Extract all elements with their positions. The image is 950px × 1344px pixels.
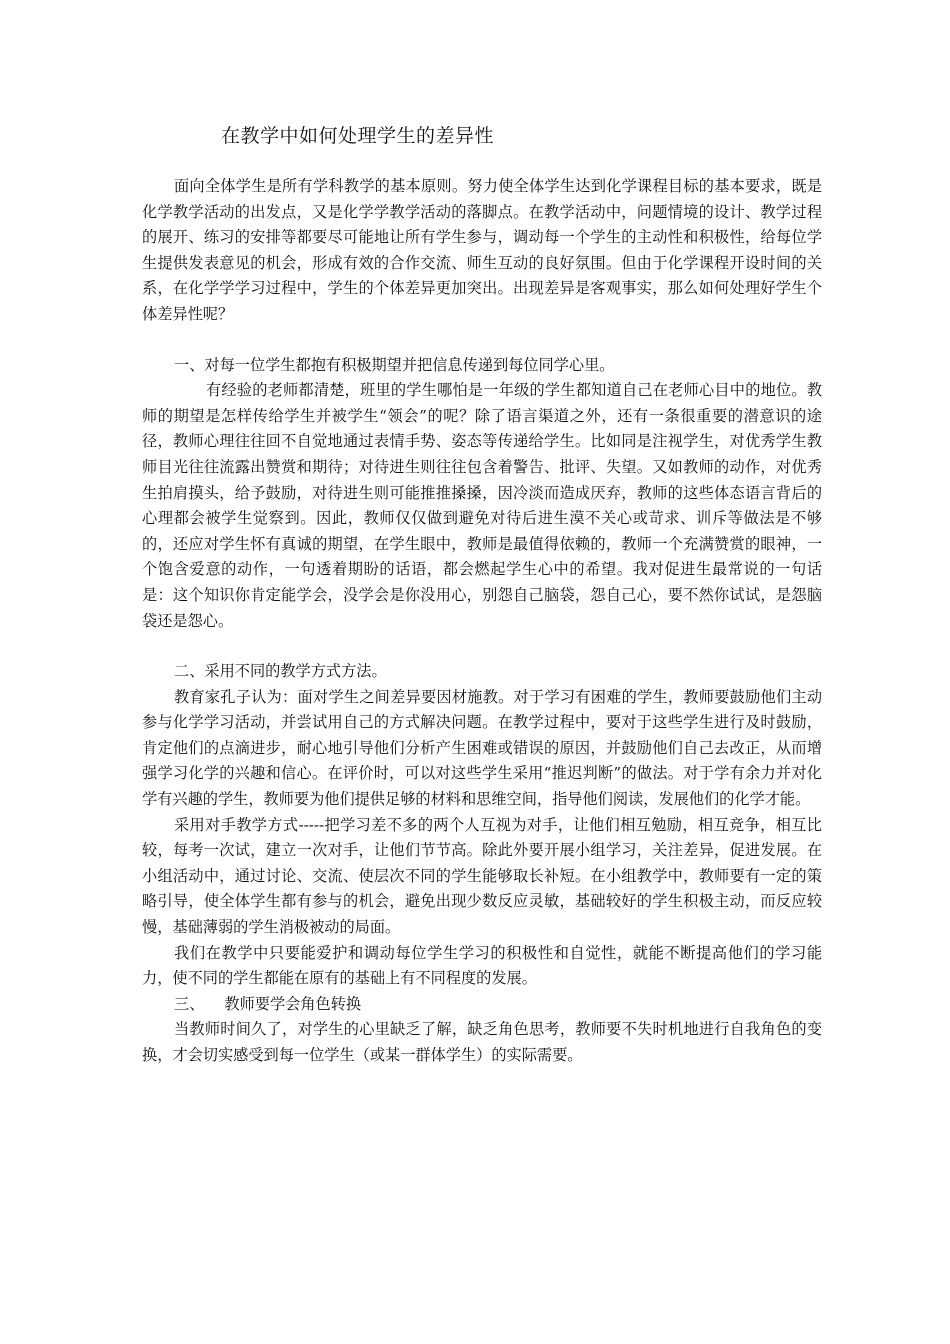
section-3-heading-text: 教师要学会角色转换 (224, 994, 362, 1013)
section-2-heading: 二、采用不同的教学方式方法。 (174, 662, 387, 681)
section-2-paragraph-2: 采用对手教学方式-----把学习差不多的两个人互视为对手，让他们相互勉励，相互竞争，相互比较，每考一次试，建立一次对手，让他们节节高。除此外要开展小组学习，关注差异，促进发展。在小组活动中，通过讨论、交流、使层次不同的学生能够取长补短。在小组教学中，教师要有一定的策略引导，使全体学生都有参与的机会，避免出现少数反应灵敏，基础较好的学生积极主动，而反应较慢，基础薄弱的学生消极被动的局面。 (142, 815, 822, 937)
section-3-number: 三、 (174, 994, 205, 1013)
section-1-paragraph: 有经验的老师都清楚，班里的学生哪怕是一年级的学生都知道自己在老师心目中的地位。教师的期望是怎样传给学生并被学生“领会”的呢？除了语言渠道之外，还有一条很重要的潜意识的途径，教师心理往往回不自觉地通过表情手势、姿态等传递给学生。比如同是注视学生，对优秀学生教师目光往往流露出赞赏和期待；对待进生则往往包含着警告、批评、失望。又如教师的动作，对优秀生拍肩摸头，给予鼓励，对待进生则可能推推搡搡，因冷淡而造成厌弃，教师的这些体态语言背后的心理都会被学生觉察到。因此，教师仅仅做到避免对待后进生漠不关心或苛求、训斥等做法是不够的，还应对学生怀有真诚的期望，在学生眼中，教师是最值得依赖的，教师一个充满赞赏的眼神，一个饱含爱意的动作，一句透着期盼的话语，都会燃起学生心中的希望。我对促进生最常说的一句话是：这个知识你肯定能学会，没学会是你没用心，别怨自己脑袋，怨自己心，要不然你试试，是怨脑袋还是怨心。 (142, 381, 822, 630)
section-2-paragraph-3: 我们在教学中只要能爱护和调动每位学生学习的积极性和自觉性，就能不断提高他们的学习能力，使不同的学生都能在原有的基础上有不同程度的发展。 (142, 943, 822, 988)
section-3-heading (142, 992, 822, 1018)
section-3-paragraph: 当教师时间久了，对学生的心里缺乏了解，缺乏角色思考，教师要不失时机地进行自我角色的变换，才会切实感受到每一位学生（或某一群体学生）的实际需要。 (142, 1020, 822, 1064)
intro-paragraph: 面向全体学生是所有学科教学的基本原则。努力使全体学生达到化学课程目标的基本要求，既是化学教学活动的出发点，又是化学学教学活动的落脚点。在教学活动中，问题情境的设计、教学过程的展开、练习的安排等都要尽可能地让所有学生参与，调动每一个学生的主动性和积极性，给每位学生提供发表意见的机会，形成有效的合作交流、师生互动的良好氛围。但由于化学课程开设时间的关系，在化学学学习过程中，学生的个体差异更加突出。出现差异是客观事实，那么如何处理好学生个体差异性呢？ (142, 177, 822, 323)
document-title: 在教学中如何处理学生的差异性 (221, 125, 495, 147)
section-2-paragraph-1: 教育家孔子认为：面对学生之间差异要因材施教。对于学习有困难的学生，教师要鼓励他们主动参与化学学习活动，并尝试用自己的方式解决问题。在教学过程中，要对于这些学生进行及时鼓励，肯定他们的点滴进步，耐心地引导他们分析产生困难或错误的原因，并鼓励他们自己去改正，从而增强学习化学的兴趣和信心。在评价时，可以对这些学生采用“推迟判断”的做法。对于学有余力并对化学有兴趣的学生，教师要为他们提供足够的材料和思维空间，指导他们阅读，发展他们的化学才能。 (142, 687, 822, 809)
document-page (142, 122, 822, 1069)
section-1-heading: 一、对每一位学生都抱有积极期望并把信息传递到每位同学心里。 (174, 355, 615, 374)
